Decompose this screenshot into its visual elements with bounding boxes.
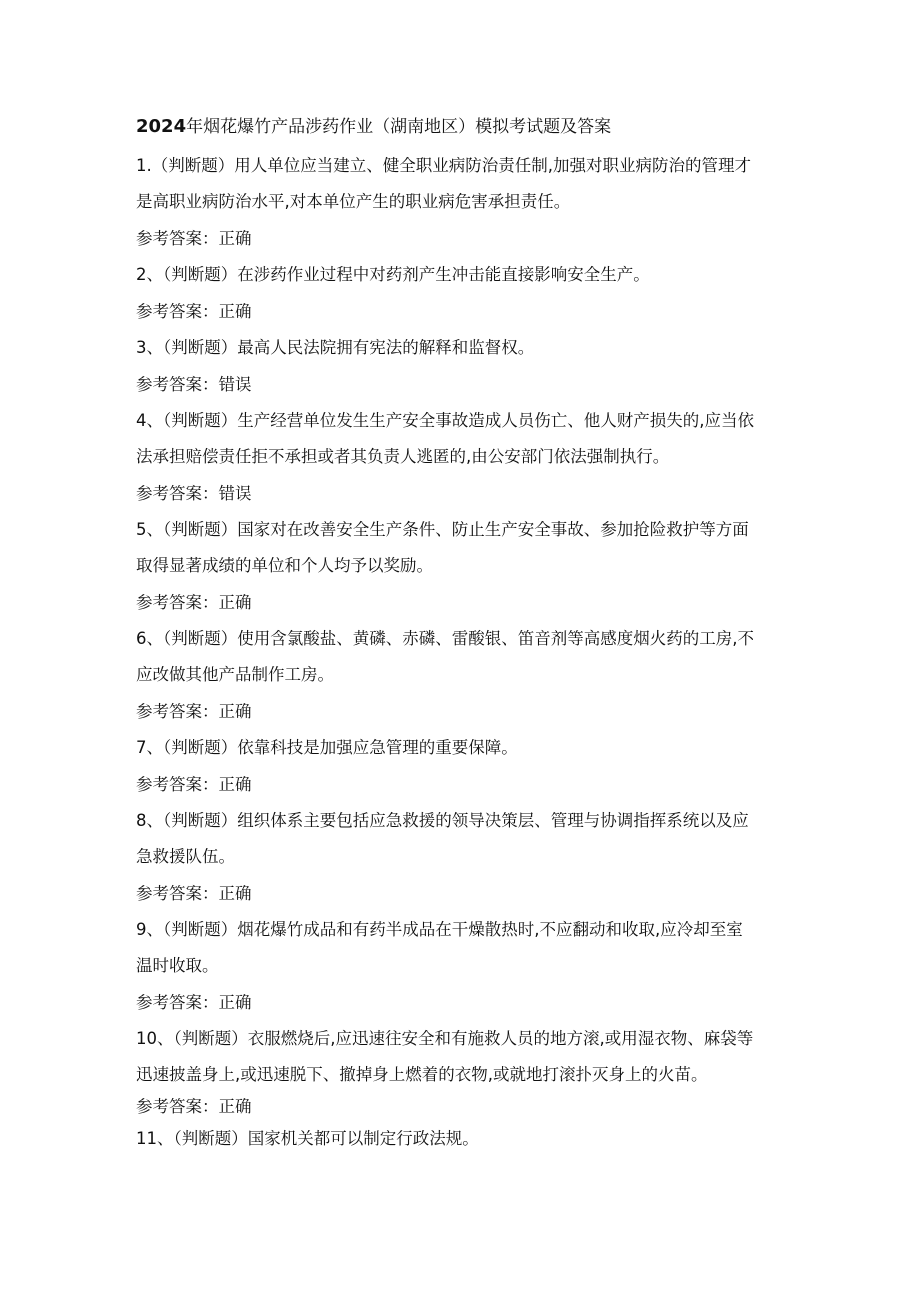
question-text-line: 温时收取。 <box>136 956 219 975</box>
question-text-line: 是高职业病防治水平,对本单位产生的职业病危害承担责任。 <box>136 192 571 211</box>
title-text: 年烟花爆竹产品涉药作业（湖南地区）模拟考试题及答案 <box>186 117 612 137</box>
question-text-line: 8、（判断题）组织体系主要包括应急救援的领导决策层、管理与协调指挥系统以及应 <box>136 811 749 830</box>
question-item <box>136 730 796 803</box>
question-item <box>136 512 796 621</box>
question-item <box>136 148 796 257</box>
question-text-line: 2、（判断题）在涉药作业过程中对药剂产生冲击能直接影响安全生产。 <box>136 265 650 284</box>
answer-text: 参考答案：错误 <box>136 484 252 503</box>
question-text-line: 9、（判断题）烟花爆竹成品和有药半成品在干燥散热时,不应翻动和收取,应冷却至室 <box>136 920 743 939</box>
question-text-line: 1.（判断题）用人单位应当建立、健全职业病防治责任制,加强对职业病防治的管理才 <box>136 156 751 175</box>
question-text-line: 迅速披盖身上,或迅速脱下、撤掉身上燃着的衣物,或就地打滚扑灭身上的火苗。 <box>136 1065 708 1084</box>
answer-text: 参考答案：错误 <box>136 375 252 394</box>
question-item <box>136 1121 796 1157</box>
question-text-line: 10、（判断题）衣服燃烧后,应迅速往安全和有施救人员的地方滚,或用湿衣物、麻袋等 <box>136 1029 754 1048</box>
question-item <box>136 621 796 730</box>
question-text-line: 3、（判断题）最高人民法院拥有宪法的解释和监督权。 <box>136 338 535 357</box>
question-text-line: 11、（判断题）国家机关都可以制定行政法规。 <box>136 1129 479 1148</box>
answer-text: 参考答案：正确 <box>136 884 252 903</box>
document-content <box>136 112 796 1157</box>
answer-text: 参考答案：正确 <box>136 302 252 321</box>
question-text-line: 应改做其他产品制作工房。 <box>136 665 334 684</box>
question-text-line: 7、（判断题）依靠科技是加强应急管理的重要保障。 <box>136 738 518 757</box>
question-text-line: 法承担赔偿责任拒不承担或者其负责人逃匿的,由公安部门依法强制执行。 <box>136 447 670 466</box>
title-year: 2024 <box>136 116 187 137</box>
question-item <box>136 1021 796 1121</box>
question-text-line: 取得显著成绩的单位和个人均予以奖励。 <box>136 556 433 575</box>
question-text-line: 急救援队伍。 <box>136 847 235 866</box>
answer-text: 参考答案：正确 <box>136 702 252 721</box>
question-item <box>136 257 796 330</box>
question-text-line: 4、（判断题）生产经营单位发生生产安全事故造成人员伤亡、他人财产损失的,应当依 <box>136 411 754 430</box>
answer-text: 参考答案：正确 <box>136 775 252 794</box>
question-item <box>136 912 796 1021</box>
answer-text: 参考答案：正确 <box>136 1097 252 1116</box>
question-item <box>136 330 796 403</box>
answer-text: 参考答案：正确 <box>136 993 252 1012</box>
question-text-line: 6、（判断题）使用含氯酸盐、黄磷、赤磷、雷酸银、笛音剂等高感度烟火药的工房,不 <box>136 629 754 648</box>
question-item <box>136 403 796 512</box>
answer-text: 参考答案：正确 <box>136 229 252 248</box>
answer-text: 参考答案：正确 <box>136 593 252 612</box>
question-item <box>136 803 796 912</box>
question-text-line: 5、（判断题）国家对在改善安全生产条件、防止生产安全事故、参加抢险救护等方面 <box>136 520 749 539</box>
document-title <box>136 112 796 142</box>
